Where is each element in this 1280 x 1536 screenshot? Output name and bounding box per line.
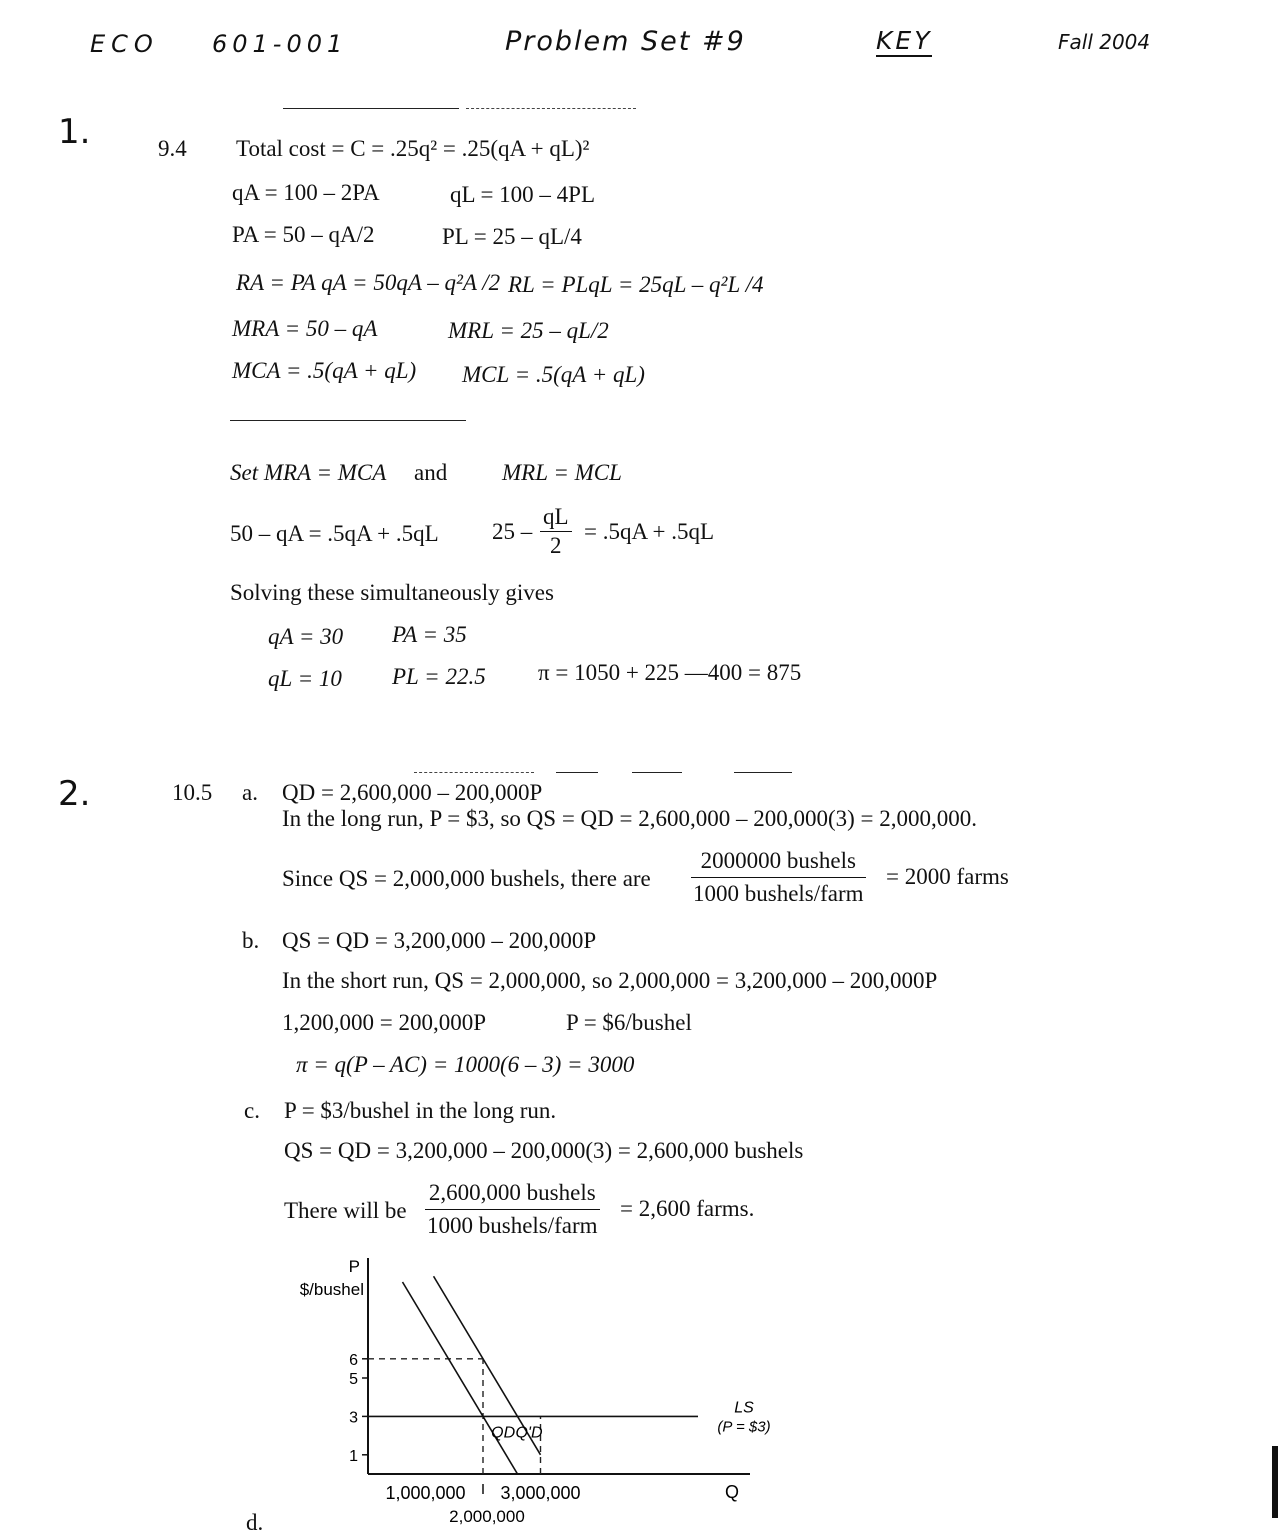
y-axis-unit-label: $/bushel [299,1280,364,1299]
revenue-a-eq: RA = PA qA = 50qA – q²A /2 [236,270,501,295]
x-tick-label: 1,000,000 [385,1483,466,1503]
y-tick-label: 5 [349,1371,358,1388]
part-b-short-run: In the short run, QS = 2,000,000, so 2,000,000 = 3,200,000 – 200,000P [282,968,938,993]
part-a-label: a. [242,780,258,805]
y-tick-label: 3 [349,1409,358,1427]
solution-pa: PA = 35 [392,622,467,647]
set-condition-l: MRL = MCL [502,460,622,485]
fraction-numerator: 2000000 bushels [691,848,866,878]
fraction-denominator: 1000 bushels/farm [427,1213,598,1238]
divider [632,772,682,773]
solving-text: Solving these simultaneously gives [230,580,554,605]
fraction-denominator: 1000 bushels/farm [693,881,864,906]
scan-edge-mark [1272,1446,1278,1518]
part-b-label: b. [242,928,260,953]
divider [556,772,598,773]
equation-a: 50 – qA = .5qA + .5qL [230,521,439,546]
part-c-price: P = $3/bushel in the long run. [284,1098,557,1123]
inverse-l-eq: PL = 25 – qL/4 [442,224,582,249]
equation-l-lhs: 25 – [492,519,533,544]
inverse-a-eq: PA = 50 – qA/2 [232,222,375,247]
problem-number: 9.4 [158,136,187,161]
fraction-numerator: 2,600,000 bushels [425,1180,600,1210]
fraction-denominator: 2 [550,533,562,558]
part-c-quantity: QS = QD = 3,200,000 – 200,000(3) = 2,600,000 bushels [284,1138,804,1163]
part-a-farms-text: Since QS = 2,000,000 bushels, there are [282,866,651,891]
supply-demand-chart [280,1250,800,1530]
course-code: ECO [90,30,159,58]
solution-qa: qA = 30 [268,624,344,649]
series-label-qd: QD [491,1424,516,1442]
answer-key-label: KEY [876,26,933,55]
x-marker-label: 2,000,000 [449,1507,525,1526]
page-title: Problem Set #9 [505,26,746,57]
part-c-farms-result: = 2,600 farms. [620,1196,755,1221]
x-tick-label: 3,000,000 [500,1483,581,1503]
demand-curve-qd [403,1282,518,1474]
part-a-farms-result: = 2000 farms [886,864,1009,889]
equation-l-fraction [540,504,572,559]
and-word: and [414,460,448,485]
solution-ql: qL = 10 [268,666,342,691]
part-a-demand: QD = 2,600,000 – 200,000P [282,780,543,805]
part-c-label: c. [244,1098,260,1123]
course-section: 601-001 [212,30,348,58]
divider [414,772,534,773]
solution-pl: PL = 22.5 [392,664,486,689]
total-cost-eq: Total cost = C = .25q² = .25(qA + qL)² [236,136,590,161]
question-number: 1. [58,112,91,152]
y-tick-label: 6 [349,1351,358,1369]
part-b-solve: 1,200,000 = 200,000P [282,1010,487,1035]
part-a-fraction [690,848,867,907]
y-tick-label: 1 [349,1447,358,1465]
term-label: Fall 2004 [1058,30,1151,54]
demand-l-eq: qL = 100 – 4PL [450,182,596,207]
part-b-profit: π = q(P – AC) = 1000(6 – 3) = 3000 [296,1052,635,1077]
demand-a-eq: qA = 100 – 2PA [232,180,380,205]
profit-eq: π = 1050 + 225 —400 = 875 [538,660,802,685]
marginal-revenue-l: MRL = 25 – qL/2 [448,318,609,343]
question-number: 2. [58,774,91,814]
marginal-revenue-a: MRA = 50 – qA [232,316,378,341]
set-condition-a: Set MRA = MCA [230,460,387,485]
problem-number: 10.5 [172,780,213,805]
equation-l-rhs: = .5qA + .5qL [584,519,715,544]
marginal-cost-a: MCA = .5(qA + qL) [232,358,417,383]
part-d-label: d. [246,1510,264,1535]
y-axis-label: P [348,1257,360,1276]
part-b-price: P = $6/bushel [566,1010,692,1035]
divider [230,420,466,421]
part-c-fraction [424,1180,601,1239]
part-b-demand: QS = QD = 3,200,000 – 200,000P [282,928,597,953]
revenue-l-eq: RL = PLqL = 25qL – q²L /4 [508,272,764,297]
series-label-qd-prime: Q'D [515,1424,543,1442]
fraction-numerator: qL [540,504,572,532]
series-label-ls-price: (P = $3) [717,1418,771,1436]
divider [734,772,792,773]
part-a-long-run: In the long run, P = $3, so QS = QD = 2,600,000 – 200,000(3) = 2,000,000. [282,806,978,831]
series-label-ls: LS [734,1399,754,1417]
divider [283,108,459,109]
marginal-cost-l: MCL = .5(qA + qL) [462,362,645,387]
x-axis-label: Q [724,1482,740,1502]
divider [466,108,636,109]
part-c-farms-text: There will be [284,1198,407,1223]
